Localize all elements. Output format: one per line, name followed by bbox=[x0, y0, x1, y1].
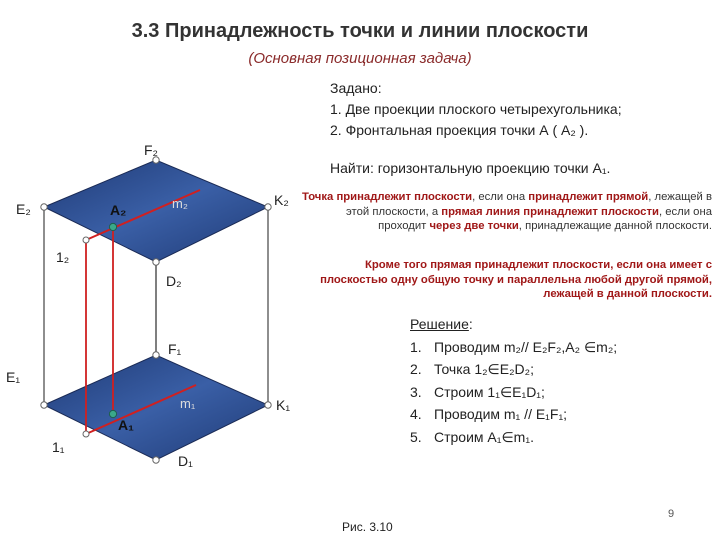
rule1-part-8: , принадлежащие данной плоскости. bbox=[518, 220, 712, 233]
label-m1: m₁ bbox=[180, 396, 196, 411]
point-d1 bbox=[153, 457, 159, 463]
point-12 bbox=[83, 237, 89, 243]
step-number: 2. bbox=[410, 361, 422, 377]
rule1-part-1: Точка принадлежит плоскости bbox=[302, 191, 473, 203]
point-e1 bbox=[41, 402, 47, 408]
rule1-part-3: принадлежит прямой bbox=[528, 191, 649, 203]
label-e2: E₂ bbox=[16, 201, 31, 217]
step-number: 5. bbox=[410, 428, 422, 445]
label-12: 1₂ bbox=[56, 249, 70, 265]
label-d2: D₂ bbox=[166, 273, 182, 289]
point-e2 bbox=[41, 204, 47, 210]
page-title: 3.3 Принадлежность точки и линии плоскости bbox=[131, 20, 589, 42]
horizontal-plane-e1f1k1d1 bbox=[44, 355, 268, 460]
label-d1: D₁ bbox=[178, 453, 193, 469]
rule1-part-7: через две точки bbox=[429, 220, 519, 233]
point-k2 bbox=[265, 204, 271, 210]
label-k2: K₂ bbox=[274, 192, 289, 208]
point-a1 bbox=[109, 410, 116, 417]
label-a2: A₂ bbox=[110, 202, 127, 218]
label-11: 1₁ bbox=[52, 439, 65, 455]
point-d2 bbox=[153, 259, 159, 265]
label-f1: F₁ bbox=[168, 341, 182, 357]
given-heading: Задано: bbox=[330, 80, 382, 96]
step-text: Точка 1₂∈E₂D₂; bbox=[434, 361, 534, 377]
find-text: Найти: горизонтальную проекцию точки А₁. bbox=[330, 160, 611, 176]
step-text: Строим A₁∈m₁. bbox=[434, 428, 534, 445]
point-f1 bbox=[153, 352, 159, 358]
solution-heading: Решение bbox=[410, 316, 469, 332]
label-k1: K₁ bbox=[276, 397, 291, 413]
page-subtitle: (Основная позиционная задача) bbox=[248, 50, 472, 67]
step-number: 1. bbox=[410, 338, 422, 355]
label-f2: F₂ bbox=[144, 142, 158, 158]
solution-colon: : bbox=[468, 316, 473, 332]
label-e1: E₁ bbox=[6, 369, 21, 385]
rule-line-belongs: Кроме того прямая принадлежит плоскости, если она имеет с плоскостью одну общую точку и параллельна любой другой прямой, лежащей в данной плоскости. bbox=[320, 259, 712, 301]
label-m2: m₂ bbox=[172, 196, 188, 211]
given-item-1: 1. Две проекции плоского четырехугольника; bbox=[330, 101, 622, 117]
rule1-part-4: , лежащей в этой плоскости, а bbox=[346, 191, 712, 218]
step-number: 4. bbox=[410, 406, 422, 422]
point-k1 bbox=[265, 402, 271, 408]
point-a2 bbox=[109, 223, 116, 230]
page-number: 9 bbox=[668, 508, 675, 520]
step-text: Проводим m₂// E₂F₂,A₂ ∈m₂; bbox=[434, 338, 618, 355]
figure-caption: Рис. 3.10 bbox=[342, 520, 393, 534]
rule1-part-6: , если она проходит bbox=[378, 205, 712, 233]
rule1-part-2: , если она bbox=[472, 191, 529, 203]
step-text: Строим 1₁∈E₁D₁; bbox=[434, 383, 545, 400]
step-number: 3. bbox=[410, 383, 422, 400]
given-item-2: 2. Фронтальная проекция точки А ( А₂ ). bbox=[330, 122, 589, 138]
rule1-part-5: прямая линия принадлежит плоскости bbox=[441, 205, 659, 218]
front-plane-e2f2k2d2 bbox=[44, 160, 268, 262]
point-11 bbox=[83, 431, 89, 437]
label-a1: A₁ bbox=[118, 417, 134, 433]
step-text: Проводим m₁ // E₁F₁; bbox=[434, 406, 568, 422]
